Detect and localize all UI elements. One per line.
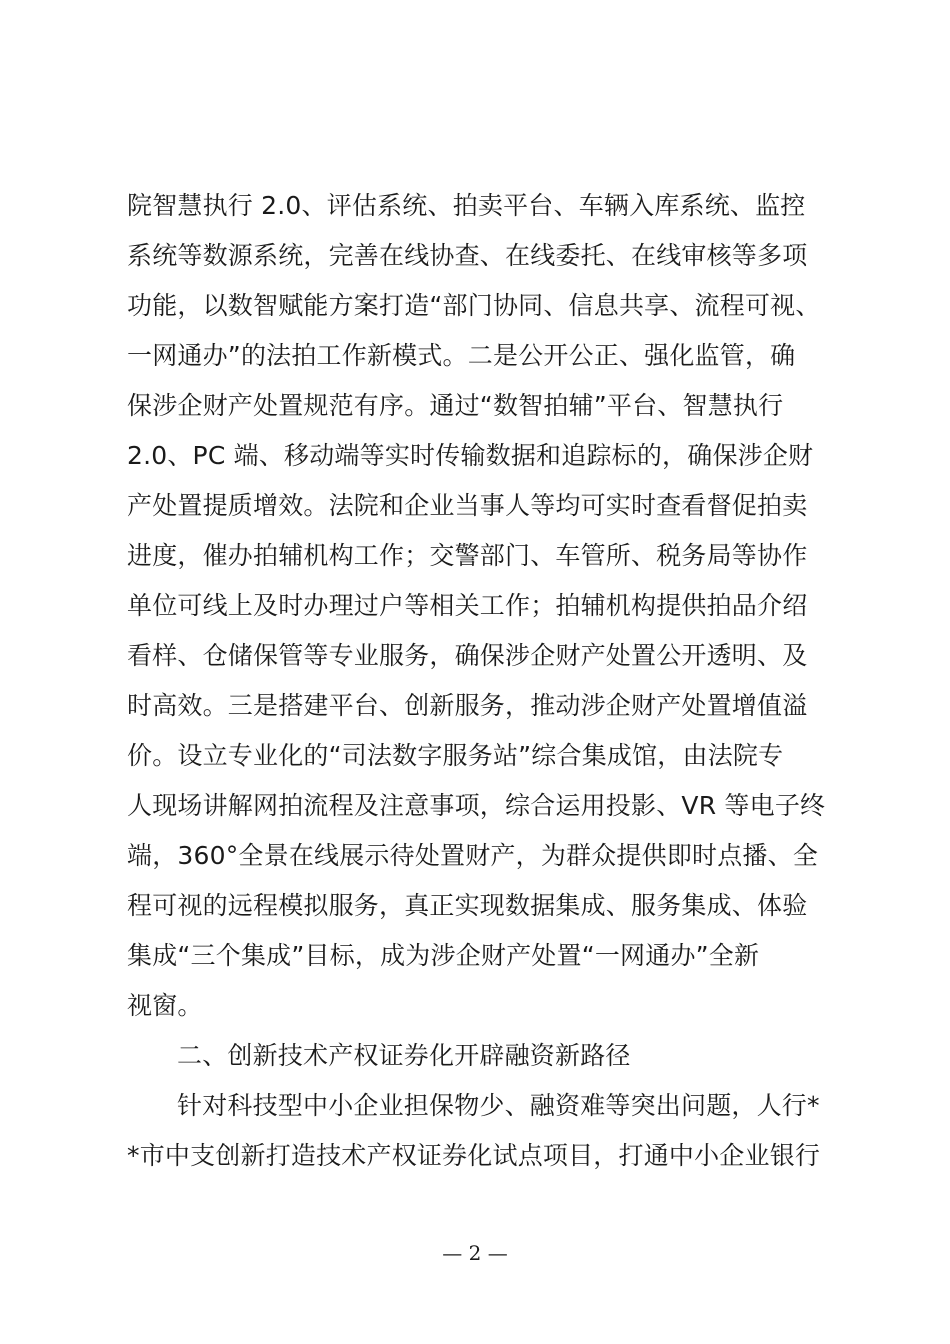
body-text-line: 端，360°全景在线展示待处置财产，为群众提供即时点播、全	[127, 841, 819, 870]
body-text-line: 人现场讲解网拍流程及注意事项，综合运用投影、VR 等电子终	[127, 791, 826, 820]
body-text-line: 单位可线上及时办理过户等相关工作；拍辅机构提供拍品介绍	[127, 591, 808, 620]
body-text-line: 院智慧执行 2.0、评估系统、拍卖平台、车辆入库系统、监控	[127, 191, 806, 220]
body-text-line: 程可视的远程模拟服务，真正实现数据集成、服务集成、体验	[127, 891, 808, 920]
page-number: — 2 —	[442, 1241, 508, 1265]
body-text-line: 看样、仓储保管等专业服务，确保涉企财产处置公开透明、及	[127, 641, 808, 670]
body-text-line: 时高效。三是搭建平台、创新服务，推动涉企财产处置增值溢	[127, 691, 808, 720]
body-text-line: 进度，催办拍辅机构工作；交警部门、车管所、税务局等协作	[127, 541, 808, 570]
body-text-line: 一网通办”的法拍工作新模式。二是公开公正、强化监管，确	[127, 341, 796, 370]
body-text-line: 功能，以数智赋能方案打造“部门协同、信息共享、流程可视、	[127, 291, 821, 320]
body-text-line: 产处置提质增效。法院和企业当事人等均可实时查看督促拍卖	[127, 491, 808, 520]
body-text-line: 视窗。	[127, 991, 203, 1020]
body-text-line: 价。设立专业化的“司法数字服务站”综合集成馆，由法院专	[127, 741, 784, 770]
section-heading: 二、创新技术产权证券化开辟融资新路径	[177, 1041, 631, 1070]
body-text-line: 系统等数源系统，完善在线协查、在线委托、在线审核等多项	[127, 241, 808, 270]
body-text-line: 集成“三个集成”目标，成为涉企财产处置“一网通办”全新	[127, 941, 760, 970]
body-text-line: 针对科技型中小企业担保物少、融资难等突出问题，人行*	[177, 1091, 820, 1120]
body-text-line: 保涉企财产处置规范有序。通过“数智拍辅”平台、智慧执行	[127, 391, 784, 420]
body-text-line: *市中支创新打造技术产权证券化试点项目，打通中小企业银行	[127, 1141, 821, 1170]
body-text-line: 2.0、PC 端、移动端等实时传输数据和追踪标的，确保涉企财	[127, 441, 814, 470]
